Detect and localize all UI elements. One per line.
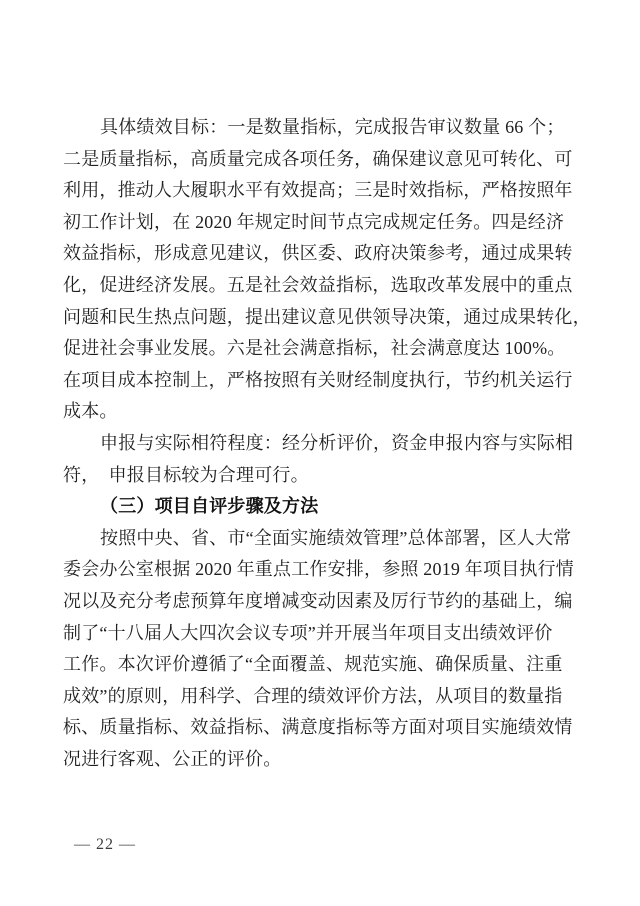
body-line: 况进行客观、公正的评价。 (63, 748, 282, 769)
body-line: 问题和民生热点问题，提出建议意见供领导决策，通过成果转化， (63, 306, 591, 327)
body-line: 申报与实际相符程度：经分析评价，资金申报内容与实际相 (100, 432, 574, 453)
body-line: 初工作计划，在 2020 年规定时间节点完成规定任务。四是经济 (63, 211, 565, 232)
body-line: 利用，推动人大履职水平有效提高；三是时效指标，严格按照年 (63, 180, 573, 201)
body-line: 委会办公室根据 2020 年重点工作安排，参照 2019 年项目执行情 (63, 559, 574, 580)
body-line: 况以及充分考虑预算年度增减变动因素及厉行节约的基础上，编 (63, 590, 573, 611)
body-line: 按照中央、省、市“全面实施绩效管理”总体部署，区人大常 (100, 527, 572, 548)
body-line: 成效”的原则，用科学、合理的绩效评价方法，从项目的数量指 (63, 685, 563, 706)
body-line: 标、质量指标、效益指标、满意度指标等方面对项目实施绩效情 (63, 717, 573, 738)
page-number: — 22 — (74, 836, 136, 853)
body-line: 效益指标，形成意见建议，供区委、政府决策参考，通过成果转 (63, 243, 573, 264)
body-line: 具体绩效目标：一是数量指标，完成报告审议数量 66 个； (100, 117, 565, 137)
body-line: 在项目成本控制上，严格按照有关财经制度执行，节约机关运行 (63, 369, 573, 390)
body-line: 促进社会事业发展。六是社会满意指标，社会满意度达 100%。 (63, 338, 566, 359)
body-line: 制了“十八届人大四次会议专项”并开展当年项目支出绩效评价 (63, 622, 553, 643)
body-line: 化，促进经济发展。五是社会效益指标，选取改革发展中的重点 (63, 274, 573, 295)
section-heading: （三）项目自评步骤及方法 (100, 496, 319, 517)
body-line: 工作。本次评价遵循了“全面覆盖、规范实施、确保质量、注重 (63, 654, 563, 675)
document-body (63, 112, 591, 775)
body-line: 二是质量指标，高质量完成各项任务，确保建议意见可转化、可 (63, 148, 573, 169)
body-line: 成本。 (63, 401, 118, 422)
body-line: 符， 申报目标较为合理可行。 (63, 464, 309, 485)
